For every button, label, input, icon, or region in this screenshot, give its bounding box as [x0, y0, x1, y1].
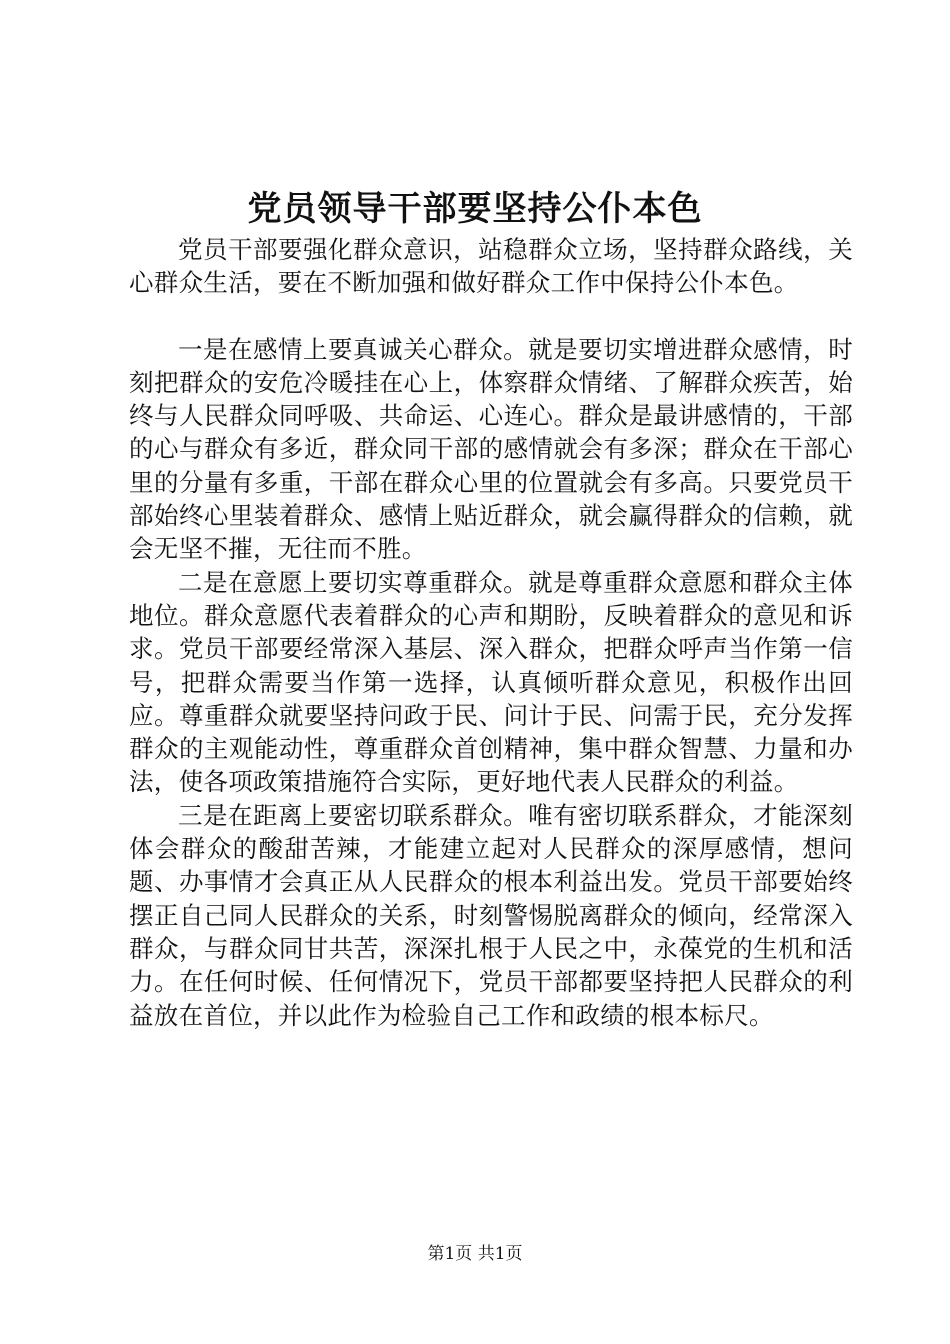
paragraph-point-one: 一是在感情上要真诚关心群众。就是要切实增进群众感情，时刻把群众的安危冷暖挂在心上，体察群众情绪、了解群众疾苦，始终与人民群众同呼吸、共命运、心连心。群众是最讲感情的，干部的心与群众有多近，群众同干部的感情就会有多深；群众在干部心里的分量有多重，干部在群众心里的位置就会有多高。只要党员干部始终心里装着群众、感情上贴近群众，就会赢得群众的信赖，就会无坚不摧，无往而不胜。 — [129, 334, 853, 564]
paragraph-spacer — [129, 300, 853, 333]
document-title: 党员领导干部要坚持公仆本色 — [247, 189, 703, 229]
paragraph-point-two: 二是在意愿上要切实尊重群众。就是尊重群众意愿和群众主体地位。群众意愿代表着群众的心声和期盼，反映着群众的意见和诉求。党员干部要经常深入基层、深入群众，把群众呼声当作第一信号，把群众需要当作第一选择，认真倾听群众意见，积极作出回应。尊重群众就要坚持问政于民、问计于民、问需于民，充分发挥群众的主观能动性，尊重群众首创精神，集中群众智慧、力量和办法，使各项政策措施符合实际，更好地代表人民群众的利益。 — [129, 567, 853, 797]
page-number-footer: 第1页 共1页 — [427, 1244, 523, 1264]
document-body — [129, 233, 853, 1032]
paragraph-point-three: 三是在距离上要密切联系群众。唯有密切联系群众，才能深刻体会群众的酸甜苦辣，才能建立起对人民群众的深厚感情，想问题、办事情才会真正从人民群众的根本利益出发。党员干部要始终摆正自己同人民群众的关系，时刻警惕脱离群众的倾向，经常深入群众，与群众同甘共苦，深深扎根于人民之中，永葆党的生机和活力。在任何时候、任何情况下，党员干部都要坚持把人民群众的利益放在首位，并以此作为检验自己工作和政绩的根本标尺。 — [129, 800, 853, 1030]
paragraph-intro: 党员干部要强化群众意识，站稳群众立场，坚持群众路线，关心群众生活，要在不断加强和做好群众工作中保持公仆本色。 — [129, 235, 853, 298]
